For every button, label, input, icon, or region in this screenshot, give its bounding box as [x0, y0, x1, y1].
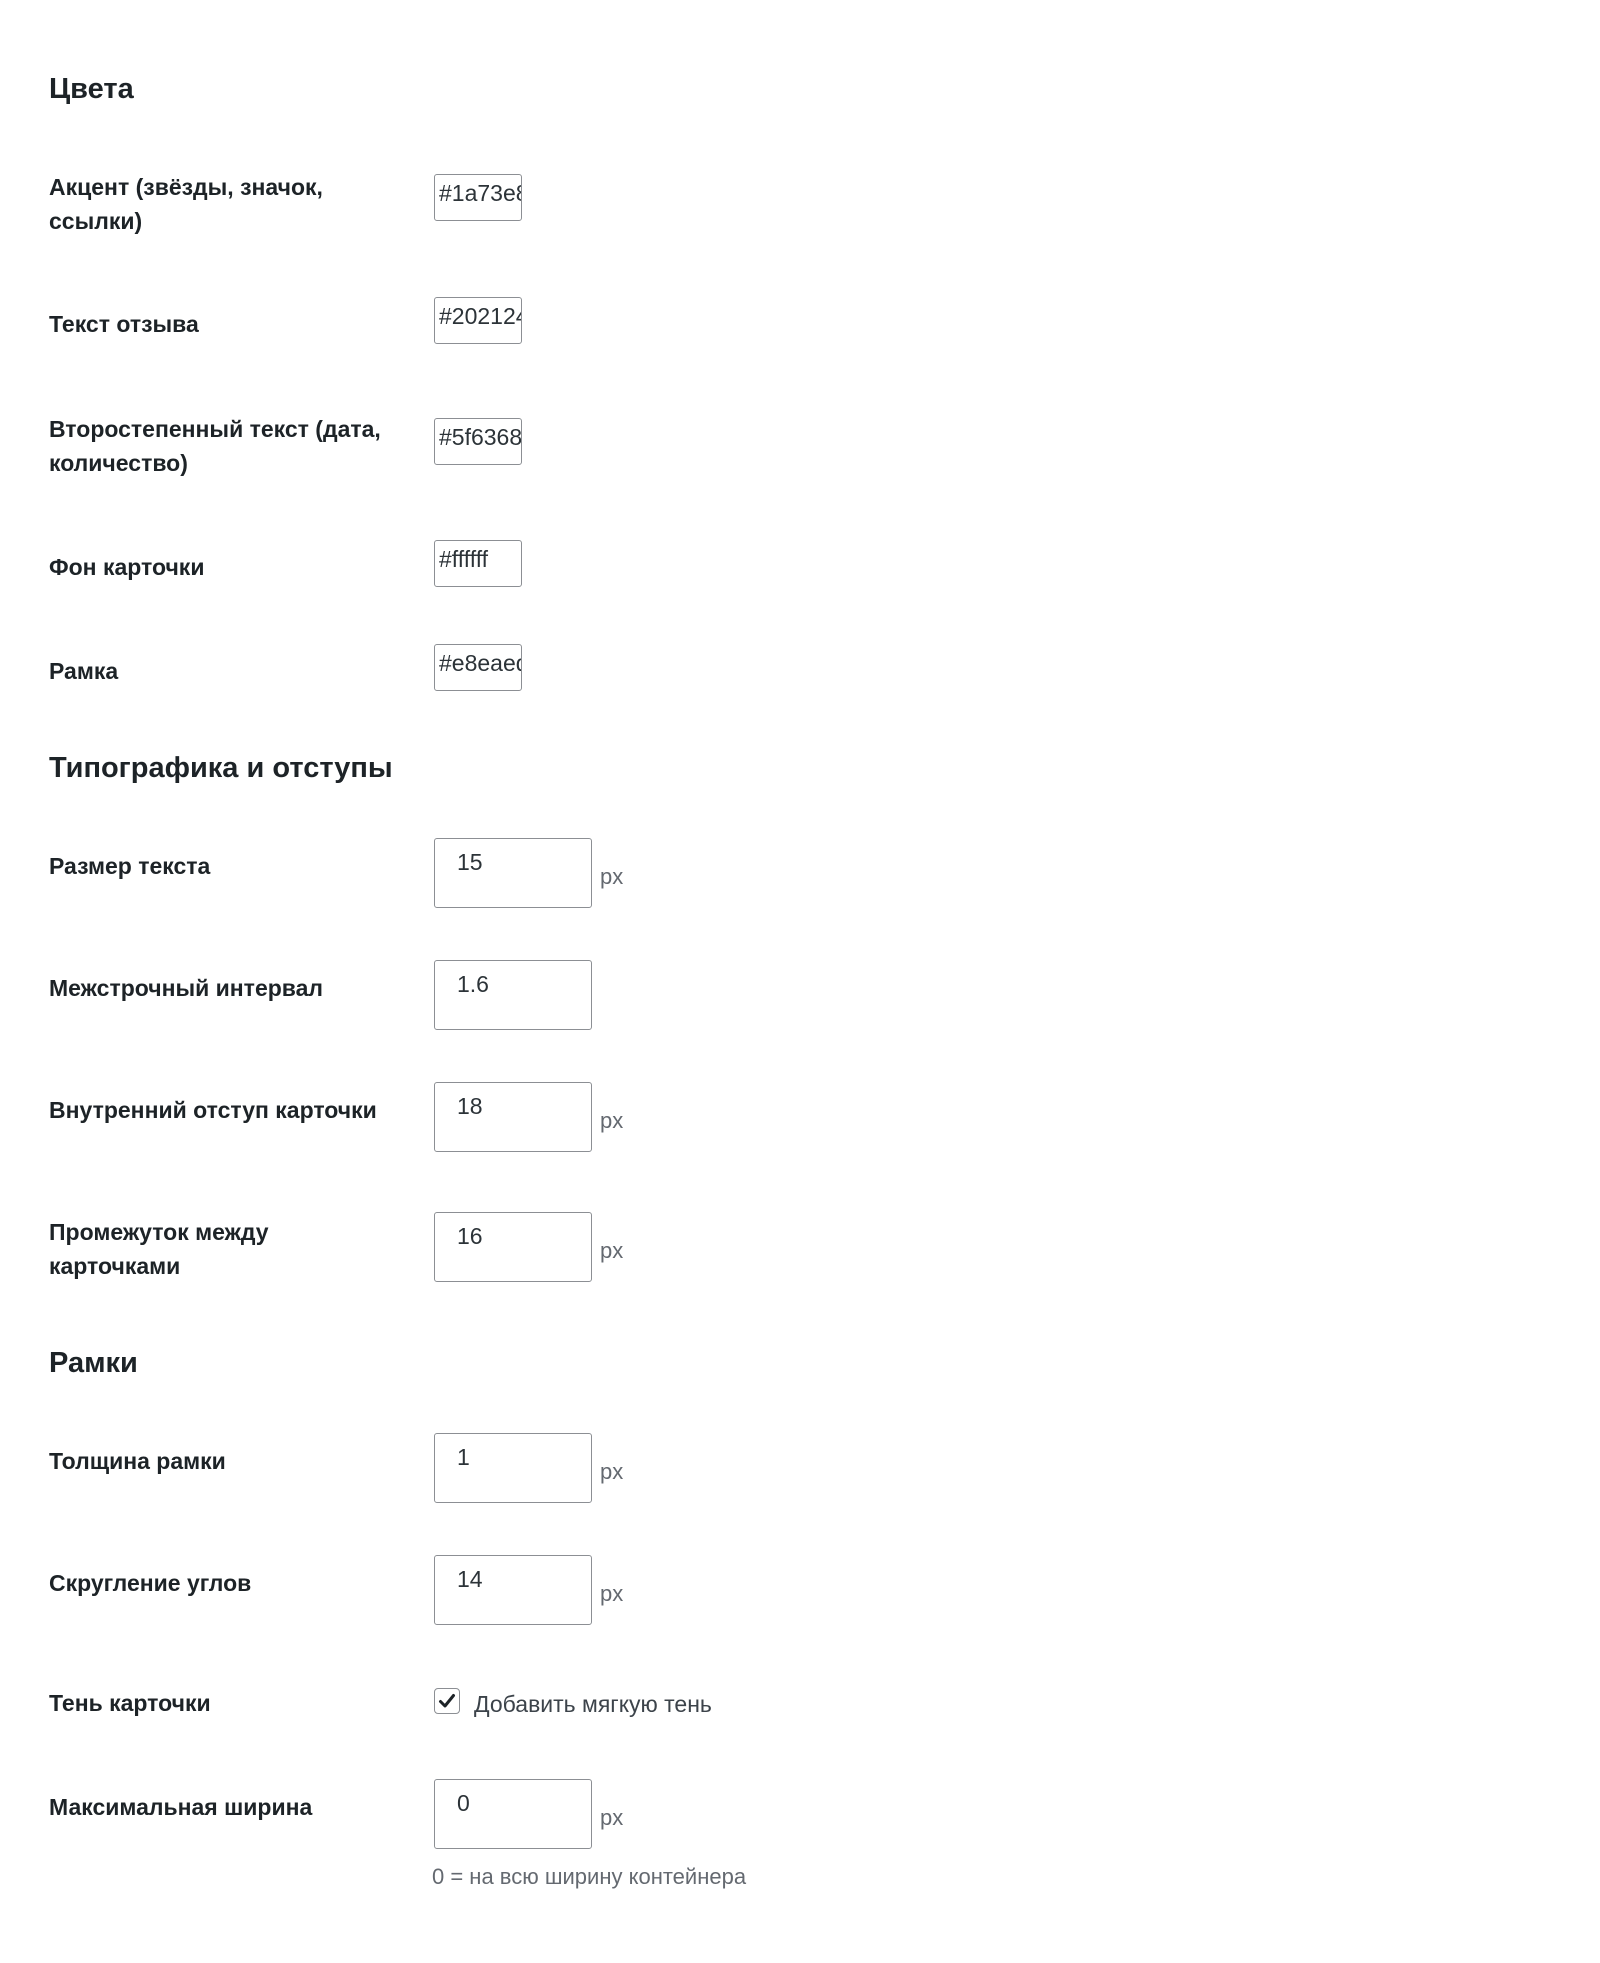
border-width-unit: px: [600, 1459, 624, 1484]
border-width-label: Толщина рамки: [49, 1448, 226, 1474]
line-height-input[interactable]: [434, 960, 592, 1030]
accent-color-label: Акцент (звёзды, значок, ссылки): [49, 174, 323, 234]
card-gap-unit: px: [600, 1238, 624, 1263]
review-text-color-input[interactable]: [434, 297, 522, 344]
card-background-color-input[interactable]: [434, 540, 522, 587]
card-shadow-checkbox-label[interactable]: Добавить мягкую тень: [474, 1691, 712, 1717]
border-color-label: Рамка: [49, 658, 119, 684]
card-padding-input[interactable]: [434, 1082, 592, 1152]
section-title-colors: Цвета: [49, 73, 134, 105]
review-text-color-label: Текст отзыва: [49, 311, 199, 337]
max-width-label: Максимальная ширина: [49, 1794, 313, 1820]
border-radius-label: Скругление углов: [49, 1570, 252, 1596]
section-title-borders: Рамки: [49, 1347, 138, 1379]
secondary-text-color-input[interactable]: [434, 418, 522, 465]
border-radius-unit: px: [600, 1581, 624, 1606]
accent-color-input[interactable]: [434, 174, 522, 221]
card-shadow-label: Тень карточки: [49, 1690, 211, 1716]
max-width-input[interactable]: [434, 1779, 592, 1849]
card-padding-unit: px: [600, 1108, 624, 1133]
secondary-text-color-label: Второстепенный текст (дата, количество): [49, 416, 381, 476]
max-width-hint: 0 = на всю ширину контейнера: [432, 1864, 747, 1889]
font-size-input[interactable]: [434, 838, 592, 908]
card-background-color-label: Фон карточки: [49, 554, 205, 580]
font-size-unit: px: [600, 864, 624, 889]
border-radius-input[interactable]: [434, 1555, 592, 1625]
max-width-unit: px: [600, 1805, 624, 1830]
card-shadow-checkbox[interactable]: [434, 1688, 460, 1714]
checkmark-icon: [437, 1691, 457, 1711]
card-padding-label: Внутренний отступ карточки: [49, 1097, 377, 1123]
line-height-label: Межстрочный интервал: [49, 975, 324, 1001]
card-gap-input[interactable]: [434, 1212, 592, 1282]
border-width-input[interactable]: [434, 1433, 592, 1503]
border-color-input[interactable]: [434, 644, 522, 691]
card-gap-label: Промежуток между карточками: [49, 1219, 269, 1279]
section-title-typography: Типографика и отступы: [49, 752, 393, 784]
font-size-label: Размер текста: [49, 853, 211, 879]
